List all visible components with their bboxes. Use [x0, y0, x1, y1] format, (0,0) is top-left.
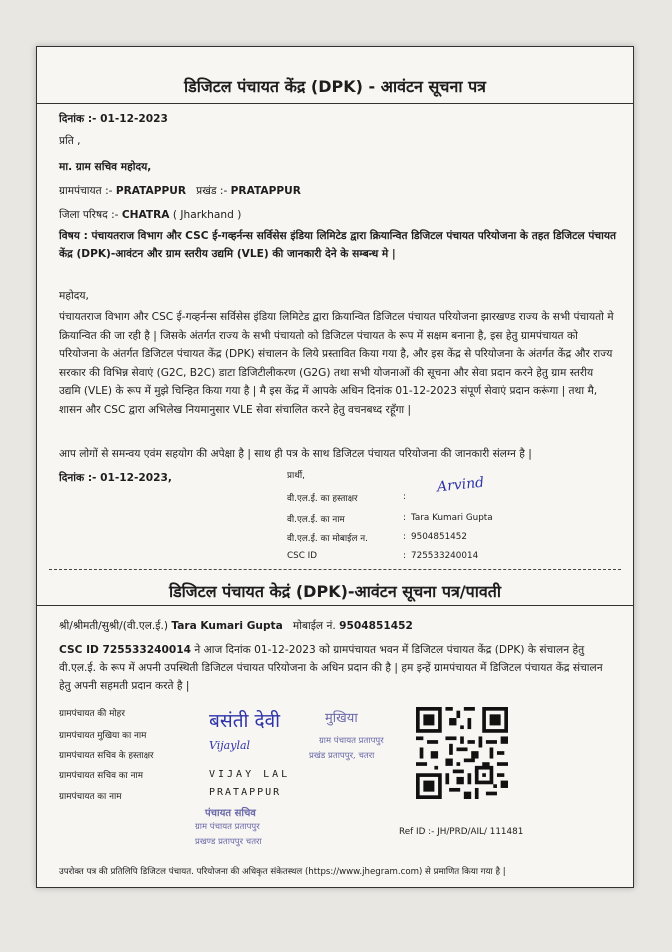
gp-line [59, 184, 301, 198]
mukhiya-stamp-line1: ग्राम पंचायत प्रतापपुर [319, 736, 384, 746]
ref-id: Ref ID :- JH/PRD/AIL/ 111481 [399, 827, 524, 837]
csc-id-label: CSC ID [287, 551, 318, 561]
receipt-paragraph [59, 641, 617, 695]
receipt-mobile-label: मोबाईल नं. [292, 620, 336, 632]
title-divider [37, 103, 633, 104]
gp-name-handwritten: PRATAPPUR [209, 787, 282, 798]
closing-paragraph: आप लोगों से समन्वय एवंम सहयोग की अपेक्षा है | साथ ही पत्र के साथ डिजिटल पंचायत परियोजना की जानकारी संलग्न है | [59, 448, 532, 460]
mukhiya-handwritten-name: बसंती देवी [209, 710, 281, 732]
colon: : [403, 551, 406, 561]
prati-text: प्रति , [59, 135, 81, 147]
mukhiya-stamp: मुखिया [325, 711, 358, 726]
footer-note: उपरोक्त पत्र की प्रतिलिपि डिजिटल पंचायत. परियोजना की अधिकृत संकेतस्थल (https://www.jhegram.com) से प्रमाणित किया गया है | [59, 867, 506, 877]
sachiv-stamp-line3: प्रखण्ड प्रतापपुर चतरा [195, 837, 262, 847]
sachiv-sig-label: ग्रामपंचायत सचिव के हस्ताक्षर [59, 751, 154, 761]
letter-page [36, 46, 634, 888]
cut-line [49, 569, 621, 570]
vle-signature: Arvind [436, 474, 485, 496]
district-label: जिला परिषद :- [59, 209, 119, 221]
gp-value: PRATAPPUR [115, 185, 187, 197]
block-value: PRATAPPUR [230, 185, 301, 197]
vle-name: Tara Kumari Gupta [411, 513, 493, 523]
gp-name-label: ग्रामपंचायत का नाम [59, 792, 122, 802]
vle-mobile: 9504851452 [411, 532, 467, 542]
sachiv-signature: Vijaylal [209, 739, 251, 752]
district-value: CHATRA [121, 209, 170, 221]
receipt-prefix: श्री/श्रीमती/सुश्री/(वी.एल.ई.) [59, 620, 168, 632]
addressee: मा. ग्राम सचिव महोदय, [59, 161, 152, 173]
district-line [59, 208, 241, 222]
receipt-csc: CSC ID 725533240014 [59, 644, 191, 656]
mukhiya-name-label: ग्रामपंचायत मुखिया का नाम [59, 731, 147, 741]
date-line: दिनांक :- 01-12-2023 [59, 113, 168, 125]
vle-mobile-label: वी.एल.ई. का मोबाईल न. [287, 534, 368, 544]
sachiv-stamp-line2: ग्राम पंचायत प्रतापपुर [195, 822, 260, 832]
csc-id: 725533240014 [411, 551, 479, 561]
gp-label: ग्रामपंचायत :- [59, 185, 113, 197]
subject: विषय : पंचायतराज विभाग और CSC ई-गव्हर्नन्स सर्विसेस इंडिया लिमिटेड द्वारा क्रियान्वित डिजिटल पंचायत परियोजना के तहत डिजिटल पंचायत केंद्र (DPK)-आवंटन और ग्राम स्तरीय उद्यमि (VLE) की जानकारी देने के सम्बन्ध मे | [59, 230, 617, 260]
qr-code-icon [416, 707, 508, 799]
receipt-text: ने आज दिनांक 01-12-2023 को ग्रामपंचायत भवन में डिजिटल पंचायत केंद्र (DPK) के संचालन हेतु वी.एल.ई. के रूप में अपनी उपस्थिती डिजिटल पंचायत परियोजना के अधिन प्रदान की है | हम इन्हें ग्रामपंचायत में डिजिटल पंचायत केंद्र संचालन हेतु अपनी सहमती प्रदान करते है | [59, 644, 603, 692]
receipt-mobile: 9504851452 [339, 620, 413, 632]
receipt-divider [37, 605, 633, 606]
colon: : [403, 513, 406, 523]
salutation: महोदय, [59, 290, 89, 302]
vle-sig-label: वी.एल.ई. का हस्ताक्षर [287, 494, 358, 504]
date-line-2: दिनांक :- 01-12-2023, [59, 472, 172, 484]
vle-name-label: वी.एल.ई. का नाम [287, 515, 345, 525]
seal-label: ग्रामपंचायत की मोहर [59, 709, 125, 719]
sachiv-name-label: ग्रामपंचायत सचिव का नाम [59, 771, 144, 781]
prarthi: प्रार्थी, [287, 471, 305, 481]
mukhiya-stamp-line2: प्रखंड प्रतापपुर, चतरा [309, 751, 375, 761]
receipt-name: Tara Kumari Gupta [171, 620, 283, 632]
colon: : [403, 532, 406, 542]
body-paragraph: पंचायतराज विभाग और CSC ई-गव्हर्नन्स सर्विसेस इंडिया लिमिटेड द्वारा क्रियान्वित डिजिटल पंचायत परियोजना झारखण्ड राज्य के सभी पंचायतो मे क्रियान्वित की जा रही है | जिसके अंतर्गत राज्य के सभी पंचायतो को डिजिटल पंचायत के रूप में सक्षम बनाना है, इस हेतु ग्रामपंचायत को परियोजना के अंतर्गत डिजिटल पंचायत केंद्र (DPK) संचालन के लिये प्रस्तावित किया गया है, और इस केंद्र से परियोजना के अंतर्गत केंद्र और राज्य सरकार की विभिन्न सेवाएं (G2C, B2C) डाटा डिजिटीलीकरण (G2G) तथा सभी योजनाओं की सूचना और सेवा प्रदान करने हेतु ग्राम स्तरीय उद्यमि (VLE) के रूप में मुझे चिन्हित किया गया है | मै इस केंद्र में आपके अधिन दिनांक 01-12-2023 संपूर्ण सेवाएं प्रदान करूंगा | तथा मै, शासन और CSC द्वारा अभिलेख नियमानुसार VLE सेवा संचालित करने हेतु वचनबध्द रहूँगा | [59, 311, 614, 416]
letter-title: डिजिटल पंचायत केंद्र (DPK) - आवंटन सूचना पत्र [184, 77, 486, 96]
block-label: प्रखंड :- [196, 185, 228, 197]
receipt-title: डिजिटल पंचायत केद्रं (DPK)-आवंटन सूचना पत्र/पावती [168, 582, 502, 601]
sachiv-name-handwritten: VIJAY LAL [209, 769, 291, 780]
colon: : [403, 492, 406, 502]
receipt-vle-line [59, 619, 413, 633]
state-value: ( Jharkhand ) [172, 209, 242, 221]
sachiv-stamp-line1: पंचायत सचिव [205, 808, 256, 819]
